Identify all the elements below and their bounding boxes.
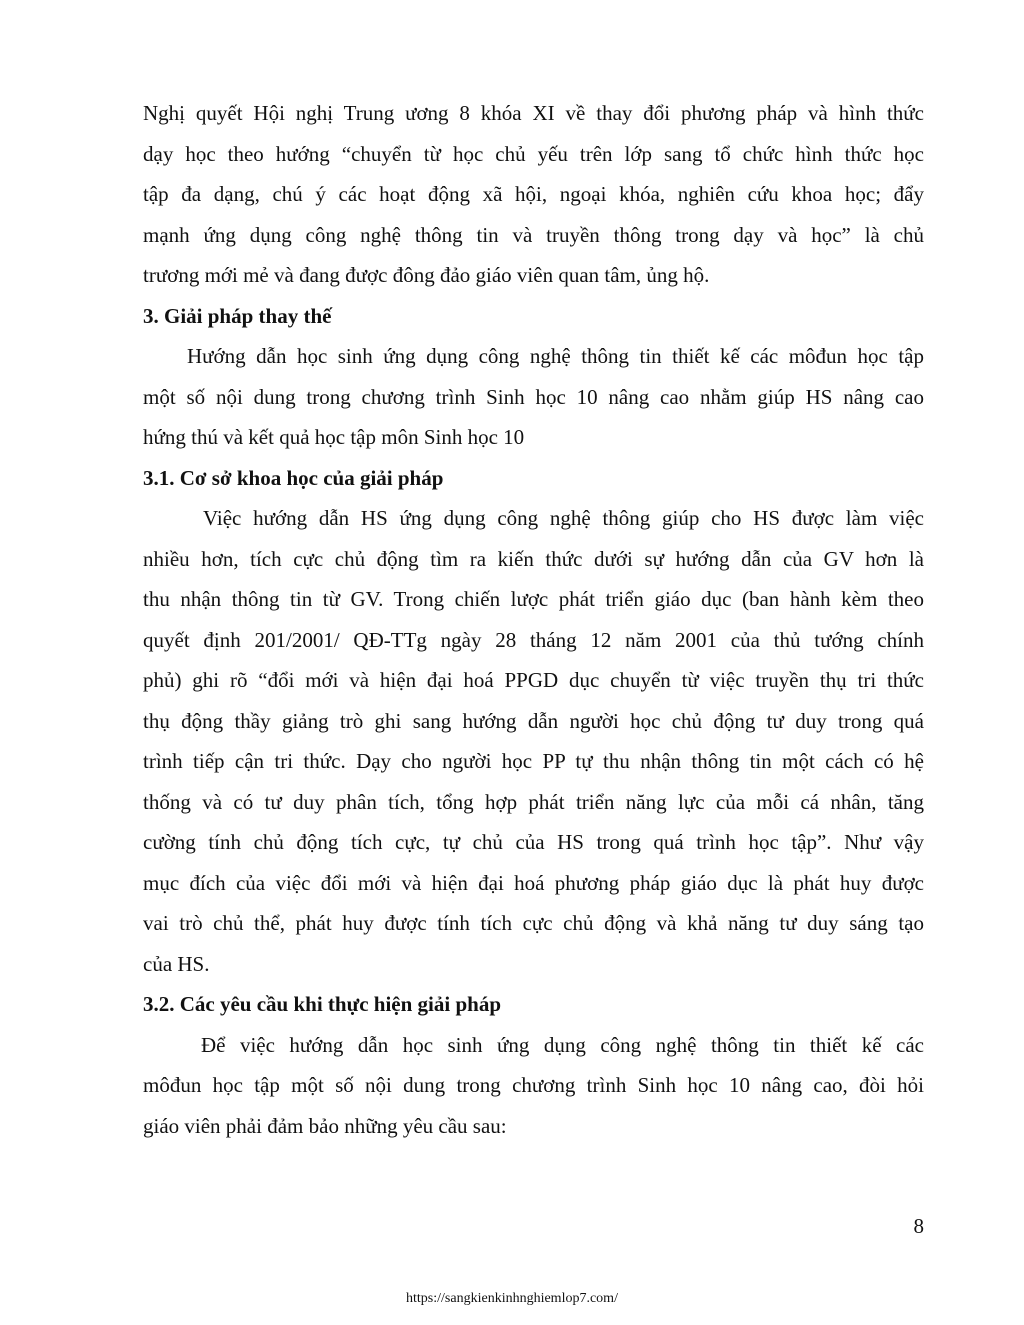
text-line: hứng thú và kết quả học tập môn Sinh học 10 <box>143 425 525 449</box>
text-line: trình tiếp cận tri thức. Dạy cho người học PP tự thu nhận thông tin một cách có hệ <box>143 749 924 773</box>
document-body <box>143 93 924 1146</box>
text-line: trương mới mẻ và đang được đông đảo giáo viên quan tâm, ủng hộ. <box>143 263 710 287</box>
text-line: của HS. <box>143 951 210 976</box>
section-3-2-heading: 3.2. Các yêu cầu khi thực hiện giải pháp <box>143 992 501 1016</box>
text-line: môđun học tập một số nội dung trong chương trình Sinh học 10 nâng cao, đòi hỏi <box>143 1073 924 1097</box>
text-line: thống và có tư duy phân tích, tổng hợp phát triển năng lực của mỗi cá nhân, tăng <box>143 789 924 814</box>
text-line: Nghị quyết Hội nghị Trung ương 8 khóa XI về thay đổi phương pháp và hình thức <box>143 101 924 125</box>
text-line: phủ) ghi rõ “đổi mới và hiện đại hoá PPGD dục chuyển từ việc truyền thụ tri thức <box>143 668 924 692</box>
text-line: dạy học theo hướng “chuyển từ học chủ yếu trên lớp sang tổ chức hình thức học <box>143 141 924 166</box>
section-3-2-paragraph <box>143 1025 924 1147</box>
text-line: cường tính chủ động tích cực, tự chủ của HS trong quá trình học tập”. Như vậy <box>143 830 924 854</box>
text-line: Để việc hướng dẫn học sinh ứng dụng công nghệ thông tin thiết kế các <box>201 1032 924 1057</box>
text-line: thụ động thầy giảng trò ghi sang hướng dẫn người học chủ động tư duy trong quá <box>143 708 924 733</box>
text-line: vai trò chủ thể, phát huy được tính tích cực chủ động và khả năng tư duy sáng tạo <box>143 911 924 935</box>
section-3-1-paragraph <box>143 498 924 984</box>
text-line: Hướng dẫn học sinh ứng dụng công nghệ thông tin thiết kế các môđun học tập <box>187 344 924 368</box>
section-3-paragraph <box>143 336 924 458</box>
text-line: mục đích của việc đổi mới và hiện đại hoá phương pháp giáo dục là phát huy được <box>143 870 924 895</box>
section-3-1-heading: 3.1. Cơ sở khoa học của giải pháp <box>143 465 444 490</box>
text-line: thu nhận thông tin từ GV. Trong chiến lược phát triển giáo dục (ban hành kèm theo <box>143 587 924 611</box>
text-line: nhiều hơn, tích cực chủ động tìm ra kiến thức dưới sự hướng dẫn của GV hơn là <box>143 546 924 571</box>
footer-url[interactable]: https://sangkienkinhnghiemlop7.com/ <box>406 1291 618 1306</box>
text-line: Việc hướng dẫn HS ứng dụng công nghệ thông giúp cho HS được làm việc <box>203 506 924 530</box>
intro-paragraph <box>143 93 924 296</box>
text-line: mạnh ứng dụng công nghệ thông tin và truyền thông trong dạy và học” là chủ <box>143 222 924 247</box>
section-3-heading: 3. Giải pháp thay thế <box>143 303 332 328</box>
text-line: giáo viên phải đảm bảo những yêu cầu sau: <box>143 1113 507 1138</box>
text-line: tập đa dạng, chú ý các hoạt động xã hội, ngoại khóa, nghiên cứu khoa học; đẩy <box>143 182 924 206</box>
page-number: 8 <box>913 1214 924 1238</box>
text-line: quyết định 201/2001/ QĐ-TTg ngày 28 tháng 12 năm 2001 của thủ tướng chính <box>143 627 924 652</box>
text-line: một số nội dung trong chương trình Sinh học 10 nâng cao nhằm giúp HS nâng cao <box>143 384 924 409</box>
